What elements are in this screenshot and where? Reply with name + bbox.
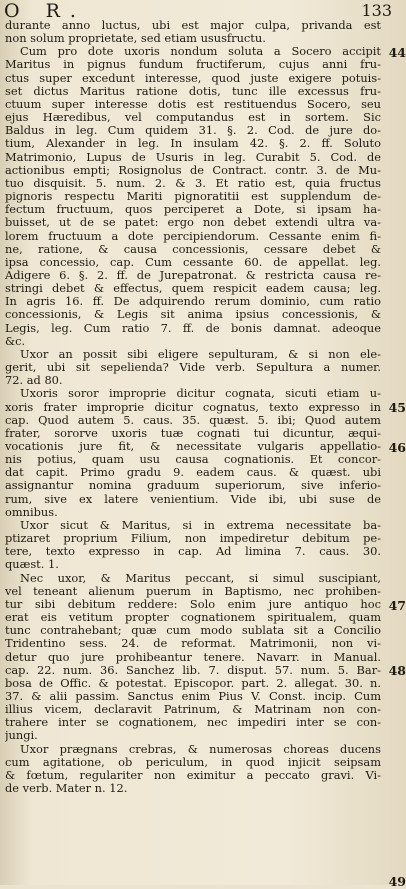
text-line: non solum proprietate, sed etiam ususfructu.: [5, 32, 266, 46]
text-line: actionibus empti; Rosignolus de Contract. contr. 3. de Mu-: [5, 163, 381, 177]
text-line: concessionis, & Legis sit anima ipsius concessionis, &: [5, 308, 381, 322]
text-line: ctus super excedunt interesse, quod juste exigere potuis-: [5, 71, 381, 85]
text-line: Matrimonio, Lupus de Usuris in leg. Curabit 5. Cod. de: [5, 150, 381, 164]
text-line: de verb. Mater n. 12.: [5, 782, 128, 796]
text-line: Uxoris soror improprie dicitur cognata, sicuti etiam u-: [20, 387, 381, 401]
margin-number: 45: [388, 400, 406, 416]
text-line: erat eis vetitum propter cognationem spiritualem, quam: [5, 611, 381, 625]
text-line: illius vicem, declaravit Patrinum, & Matrinam non con-: [5, 703, 381, 717]
text-line: Tridentino sess. 24. de reformat. Matrimonii, non vi-: [5, 637, 381, 651]
text-line: ipsa concessio, cap. Cum cessante 60. de appellat. leg.: [5, 255, 381, 269]
text-line: durante anno luctus, ubi est major culpa, privanda est: [5, 19, 381, 32]
text-line: cap. Quod autem 5. caus. 35. quæst. 5. ibi; Quod autem: [5, 413, 381, 427]
margin-number: 46: [388, 439, 406, 455]
text-line: pignoris respectu Mariti pignoratitii est supplendum de-: [5, 190, 381, 204]
text-line: rum, sive ex latere venientium. Vide ibi, ubi suse de: [5, 492, 381, 506]
text-line: jungi.: [5, 729, 38, 743]
text-line: stringi debet & effectus, quem respicit eadem causa; leg.: [5, 282, 381, 296]
text-line: 72. ad 80.: [5, 374, 63, 388]
text-line: gerit, ubi sit sepelienda? Vide verb. Sepultura a numer.: [5, 361, 381, 375]
text-line: tium, Alexander in leg. In insulam 42. §. 2. ff. Soluto: [5, 137, 381, 151]
text-line: omnibus.: [5, 505, 58, 519]
text-line: quæst. 1.: [5, 558, 59, 572]
text-line: lorem fructuum a dote percipiendorum. Cessante enim fi-: [5, 229, 381, 243]
text-line: buisset, ut de se patet: ergo non debet extendi ultra va-: [5, 216, 381, 230]
text-line: tere, texto expresso in cap. Ad limina 7. caus. 30.: [5, 545, 381, 559]
text-line: Uxor an possit sibi eligere sepulturam, & si non ele-: [20, 347, 381, 361]
text-line: vel teneant alienum puerum in Baptismo, nec prohiben-: [5, 584, 381, 598]
text-line: In agris 16. ff. De adquirendo rerum dominio, cum ratio: [5, 295, 381, 309]
text-line: fectum fructuum, quos perciperet a Dote, si ipsam ha-: [5, 203, 381, 217]
text-line: tur sibi debitum reddere: Solo enim jure antiquo hoc: [5, 597, 381, 611]
text-line: Cum pro dote uxoris nondum soluta a Socero accipit: [20, 45, 381, 59]
margin-number: 48: [388, 663, 406, 679]
text-line: Legis, leg. Cum ratio 7. ff. de bonis damnat. adeoque: [5, 321, 381, 335]
margin-number: 47: [388, 597, 406, 613]
text-line: set dictus Maritus ratione dotis, tunc ille excessus fru-: [5, 84, 381, 98]
text-line: detur quo jure prohibeantur tenere. Navarr. in Manual.: [5, 650, 381, 664]
text-line: tuo disquisit. 5. num. 2. & 3. Et ratio est, quia fructus: [5, 176, 381, 190]
text-line: cap. 22. num. 36. Sanchez lib. 7. disput. 57. num. 5. Bar-: [5, 663, 381, 677]
margin-number: 49: [388, 873, 406, 889]
text-line: dat capit. Primo gradu 9. eadem caus. & quæst. ubi: [5, 466, 381, 480]
text-line: bosa de Offic. & potestat. Episcopor. part. 2. allegat. 30. n.: [5, 676, 381, 690]
text-line: vocationis jure fit, & necessitate vulgaris appellatio-: [5, 440, 381, 453]
text-line: Uxor sicut & Maritus, si in extrema necessitate ba-: [20, 518, 381, 532]
text-line: nis potius, quam usu causa cognationis. Et concor-: [5, 453, 381, 467]
text-line: Maritus in pignus fundum fructiferum, cujus anni fru-: [5, 58, 381, 72]
header-letters: O R.: [4, 0, 86, 22]
text-line: Baldus in leg. Cum quidem 31. §. 2. Cod. de jure do-: [5, 124, 381, 138]
text-line: tunc contrahebant; quæ cum modo sublata sit a Concilio: [5, 624, 381, 638]
text-line: ejus Hæredibus, vel computandus est in sortem. Sic: [5, 111, 381, 125]
text-line: Uxor prægnans crebras, & numerosas choreas ducens: [20, 742, 381, 756]
text-line: xoris frater improprie dicitur cognatus, texto expresso in: [5, 400, 381, 414]
text-line: 37. & alii passim. Sanctus enim Pius V. Const. incip. Cum: [5, 689, 381, 703]
text-line: ne, ratione, & causa concessionis, cessare debet &: [5, 242, 381, 256]
text-line: ctuum super interesse dotis est restituendus Socero, seu: [5, 97, 381, 111]
text-line: assignantur nomina graduum superiorum, sive inferio-: [5, 479, 381, 493]
text-line: ptizaret proprium Filium, non impediretur debitum pe-: [5, 532, 381, 546]
text-line: Adigere 6. §. 2. ff. de Jurepatronat. & restricta causa re-: [5, 268, 381, 282]
text-line: Nec uxor, & Maritus peccant, si simul suscipiant,: [20, 571, 381, 585]
text-body: [5, 19, 381, 795]
page-number: 133: [361, 1, 392, 20]
text-line: cum agitatione, ob periculum, in quod injicit seipsam: [5, 755, 381, 769]
text-line: frater, sororve uxoris tuæ cognati tui dicuntur, æqui-: [5, 426, 381, 440]
text-line: trahere inter se cognationem, nec impediri inter se con-: [5, 716, 381, 730]
text-line: & fœtum, regulariter non eximitur a peccato gravi. Vi-: [5, 768, 381, 782]
text-line: &c.: [5, 334, 26, 348]
text-column: [5, 19, 381, 795]
margin-number: 44: [388, 45, 406, 61]
